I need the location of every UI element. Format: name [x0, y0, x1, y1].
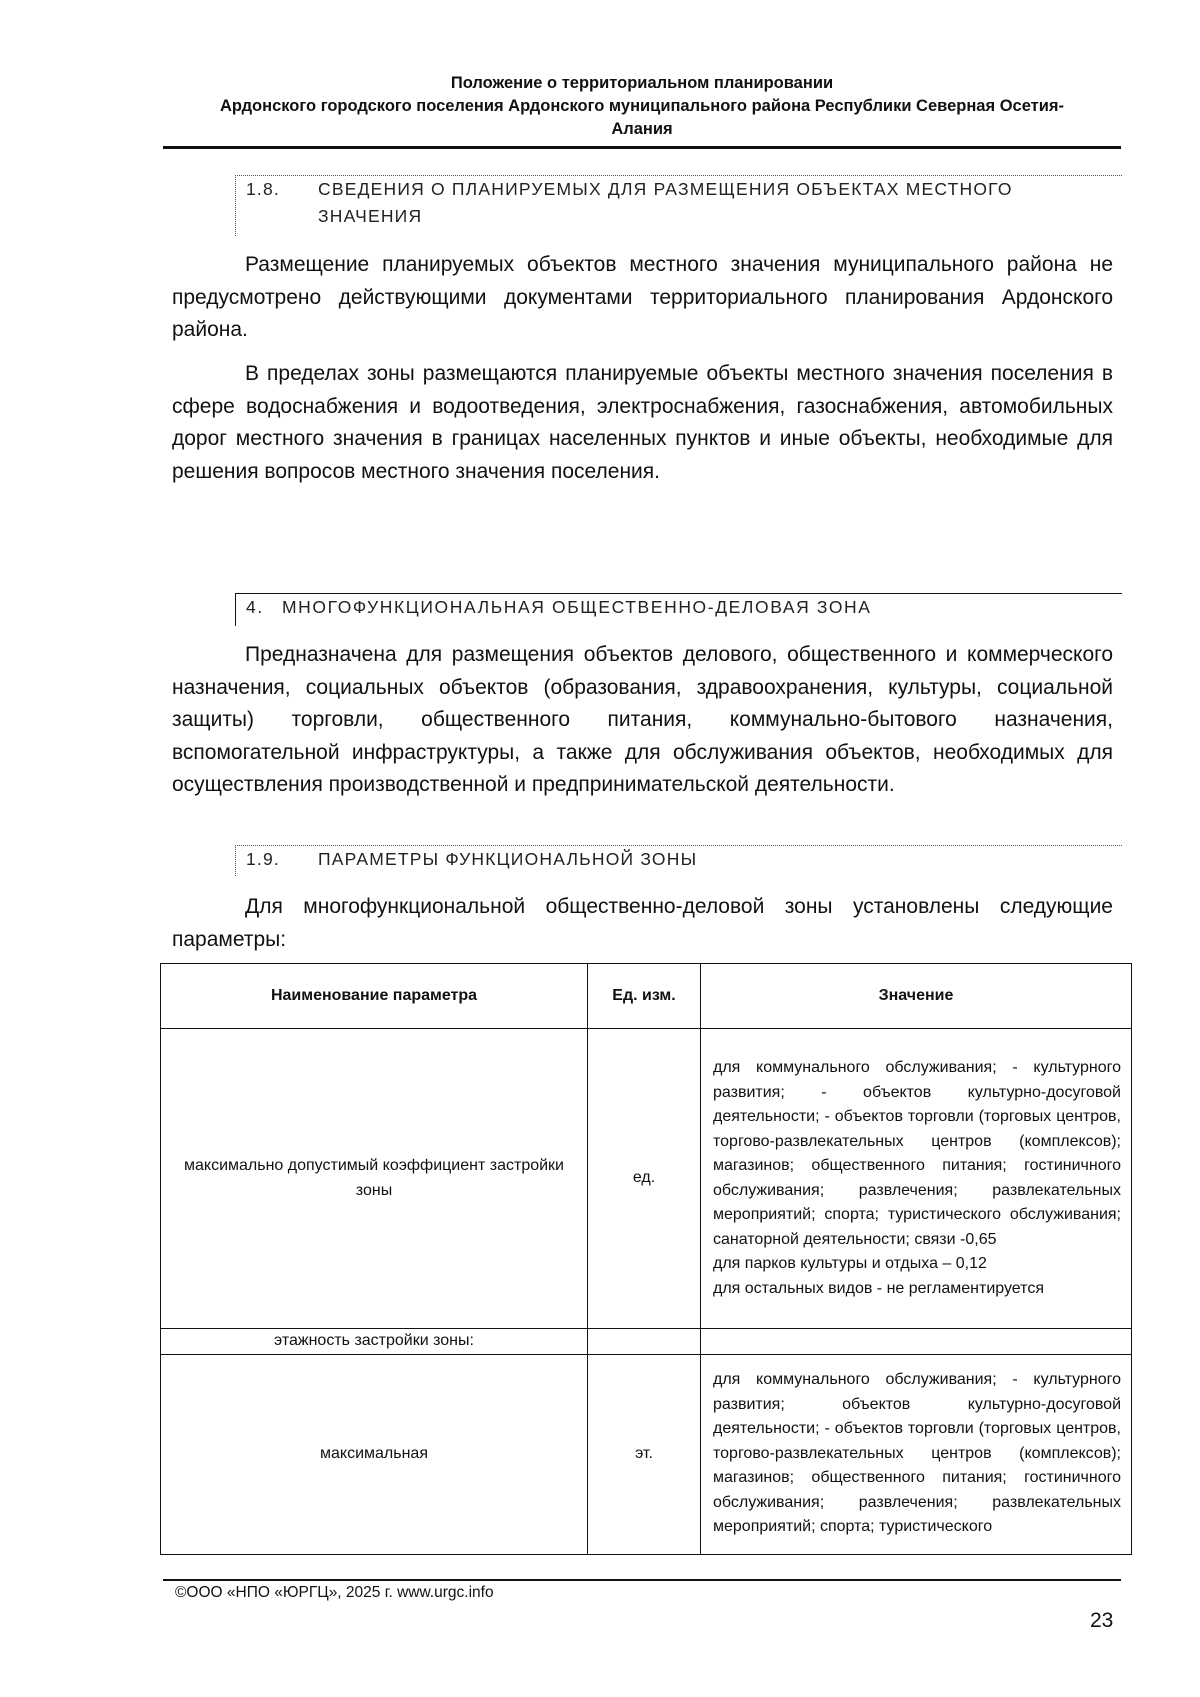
parameter-value [701, 1329, 1132, 1355]
section-title: СВЕДЕНИЯ О ПЛАНИРУЕМЫХ ДЛЯ РАЗМЕЩЕНИЯ ОБЪЕКТАХ МЕСТНОГО ЗНАЧЕНИЯ [318, 179, 1013, 226]
page-number: 23 [1090, 1609, 1114, 1632]
header-unit: Ед. изм. [588, 964, 701, 1029]
section-number: 1.9. [246, 849, 280, 869]
header-line-1: Положение о территориальном планировании [450, 74, 834, 92]
zone-title: МНОГОФУНКЦИОНАЛЬНАЯ ОБЩЕСТВЕННО-ДЕЛОВАЯ ЗОНА [282, 597, 872, 617]
zone-heading-4 [235, 593, 1122, 626]
header-divider [163, 146, 1121, 149]
section-heading-1-8 [235, 175, 1122, 236]
zone-number: 4. [246, 597, 264, 617]
parameter-name: максимальная [161, 1354, 588, 1554]
parameter-unit: эт. [588, 1354, 701, 1554]
table-header-row [161, 964, 1132, 1029]
parameter-unit [588, 1329, 701, 1355]
paragraph-3: Предназначена для размещения объектов делового, общественного и коммерческого назначения, социальных объектов (образования, здравоохранения, культуры, социальной защиты) торговли, общественного питания, коммунально-бытового назначения, вспомогательной инфраструктуры, а также для обслуживания объектов, необходимых для осуществления производственной и предпринимательской деятельности. [172, 643, 1113, 796]
section-title: ПАРАМЕТРЫ ФУНКЦИОНАЛЬНОЙ ЗОНЫ [318, 849, 698, 869]
footer-copyright: ©ООО «НПО «ЮРГЦ», 2025 г. www.urgc.info [175, 1584, 494, 1601]
value-text: для коммунального обслуживания; - культурного развития; - объектов культурно-досуговой деятельности; - объектов торговли (торговых центров, торгово-развлекательных центров (комплексов); магазинов; общественного питания; гостиничного обслуживания; развлечения; развлекательных мероприятий; спорта; туристического обслуживания; санаторной деятельности; связи -0,65 [713, 1059, 1121, 1248]
header-parameter-name: Наименование параметра [161, 964, 588, 1029]
parameter-unit: ед. [588, 1029, 701, 1329]
header-line-3: Алания [611, 120, 673, 138]
table-row [161, 1354, 1132, 1554]
section-number: 1.8. [246, 179, 280, 199]
footer-divider [163, 1579, 1121, 1581]
paragraph-4: Для многофункциональной общественно-деловой зоны установлены следующие параметры: [172, 895, 1113, 951]
value-text-other: для остальных видов - не регламентируется [713, 1279, 1044, 1297]
parameter-name: этажность застройки зоны: [161, 1329, 588, 1355]
document-header [163, 72, 1121, 141]
table-row [161, 1329, 1132, 1355]
parameter-value [701, 1029, 1132, 1329]
paragraph-2: В пределах зоны размещаются планируемые объекты местного значения поселения в сфере водоснабжения и водоотведения, электроснабжения, газоснабжения, автомобильных дорог местного значения в границах населенных пунктов и иные объекты, необходимые для решения вопросов местного значения поселения. [172, 362, 1113, 483]
header-line-2: Ардонского городского поселения Ардонского муниципального района Республики Северная Осетия- [219, 97, 1065, 115]
section-heading-1-9 [235, 845, 1122, 876]
value-text-parks: для парков культуры и отдыха – 0,12 [713, 1255, 987, 1272]
paragraph-1: Размещение планируемых объектов местного значения муниципального района не предусмотрено действующими документами территориального планирования Ардонского района. [172, 253, 1113, 341]
parameter-name: максимально допустимый коэффициент застройки зоны [161, 1029, 588, 1329]
parameter-value: для коммунального обслуживания; - культурного развития; объектов культурно-досуговой деятельности; - объектов торговли (торговых центров, торгово-развлекательных центров (комплексов); магазинов; общественного питания; гостиничного обслуживания; развлечения; развлекательных мероприятий; спорта; туристического [701, 1354, 1132, 1554]
parameters-table [160, 963, 1132, 1555]
table-row [161, 1029, 1132, 1329]
header-value: Значение [701, 964, 1132, 1029]
